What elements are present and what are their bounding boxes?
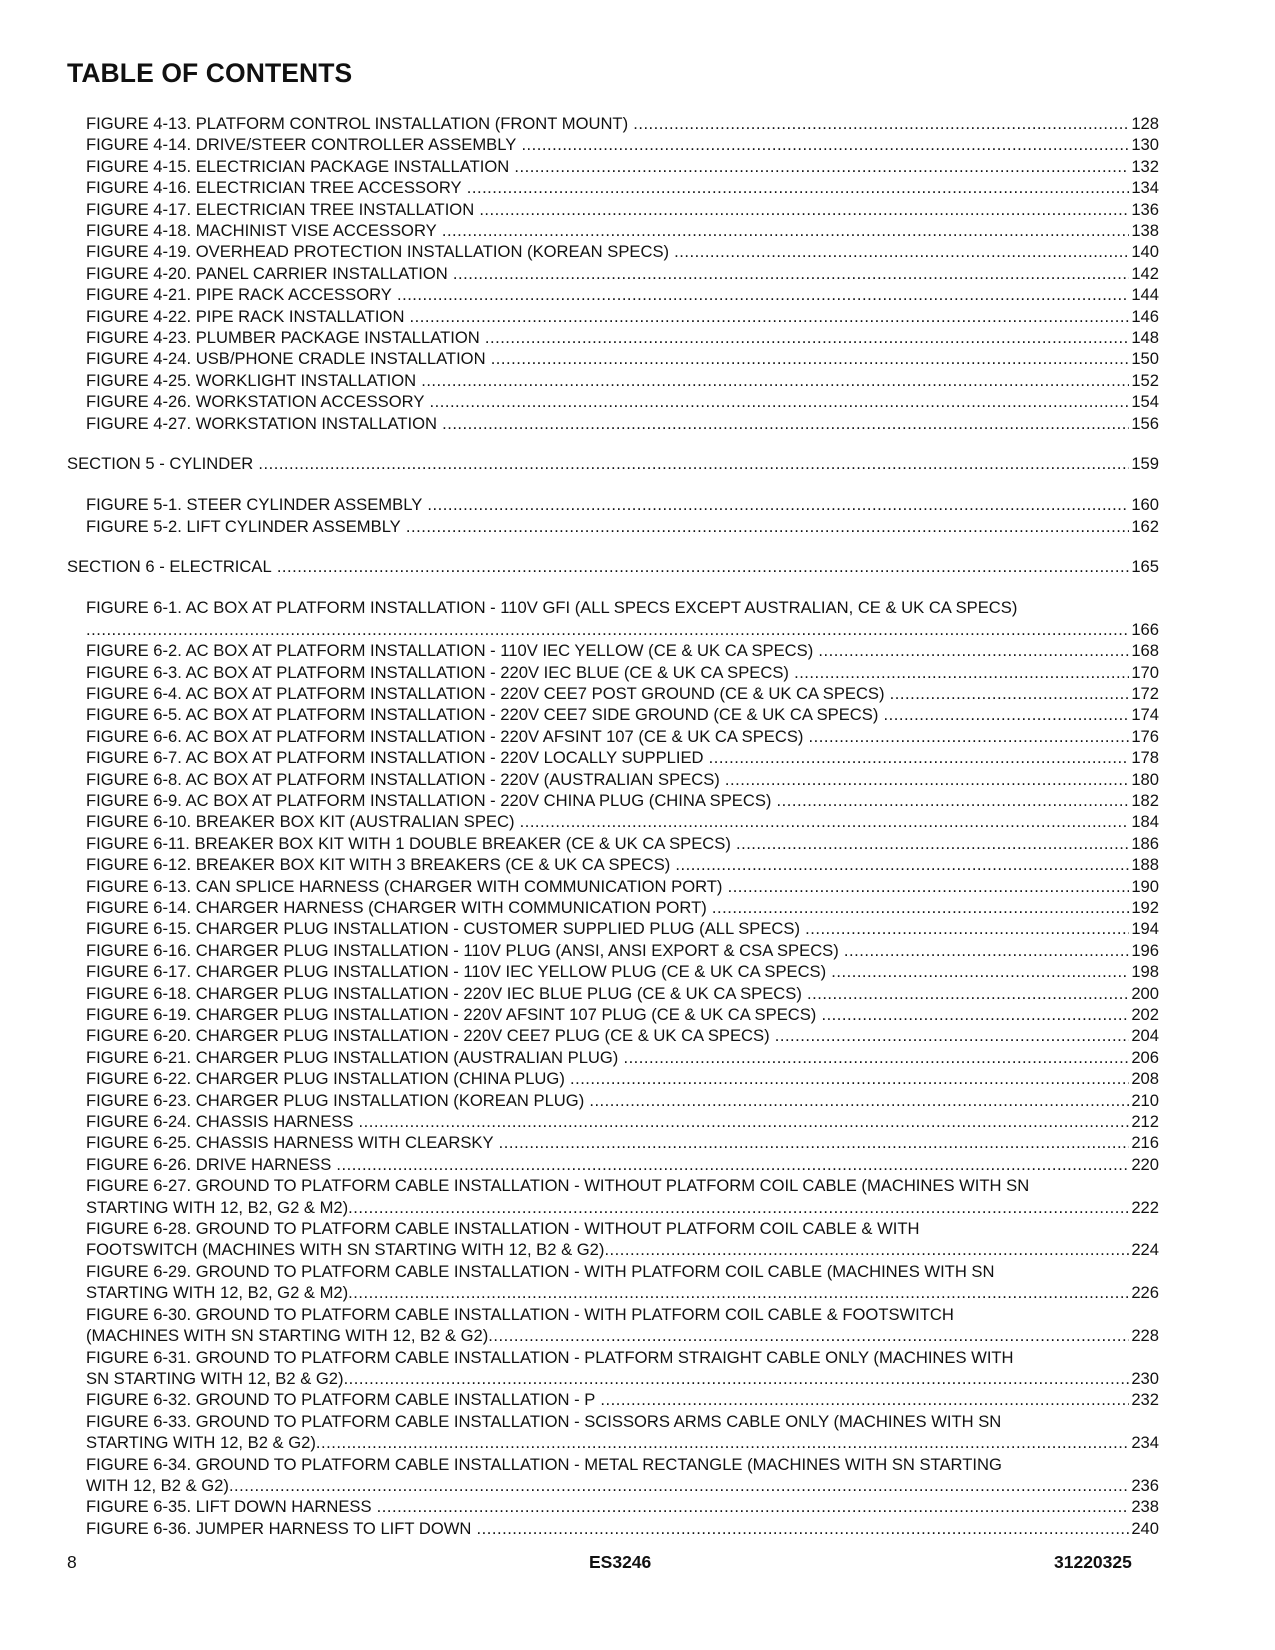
footer-doc-title: ES3246 <box>589 1552 652 1572</box>
toc-entry[interactable] <box>67 113 1159 134</box>
toc-entry-title: FIGURE 6-25. CHASSIS HARNESS WITH CLEARSKY ..... <box>86 1132 1129 1153</box>
toc-entry-title: FIGURE 6-18. CHARGER PLUG INSTALLATION - 220V IEC BLUE PLUG (CE & UK CA SPECS) ..... <box>86 983 1129 1004</box>
toc-entry-title: FIGURE 6-17. CHARGER PLUG INSTALLATION - 110V IEC YELLOW PLUG (CE & UK CA SPECS) ..... <box>86 961 1129 982</box>
toc-entry-lastline <box>86 1239 1129 1260</box>
toc-entry-page: 156 <box>1131 413 1159 433</box>
toc-entry-title: FIGURE 5-2. LIFT CYLINDER ASSEMBLY ..... <box>86 516 1129 537</box>
toc-entry-title: FIGURE 6-35. LIFT DOWN HARNESS ..... <box>86 1496 1129 1517</box>
toc-entry[interactable] <box>67 683 1159 704</box>
toc-entry-page: 240 <box>1131 1518 1159 1538</box>
toc-entry-line1: FIGURE 6-34. GROUND TO PLATFORM CABLE INSTALLATION - METAL RECTANGLE (MACHINES WITH SN STARTING <box>86 1454 1002 1474</box>
toc-entry[interactable] <box>67 1496 1159 1517</box>
toc-entry-lastline <box>86 1475 1129 1496</box>
toc-entry-line1: FIGURE 6-30. GROUND TO PLATFORM CABLE INSTALLATION - WITH PLATFORM COIL CABLE & FOOTSWITCH <box>86 1304 954 1324</box>
toc-entry[interactable] <box>67 833 1159 854</box>
toc-entry[interactable] <box>67 327 1159 348</box>
toc-entry[interactable] <box>67 940 1159 961</box>
toc-entry-title: FIGURE 6-13. CAN SPLICE HARNESS (CHARGER WITH COMMUNICATION PORT) ..... <box>86 876 1129 897</box>
toc-entry-title: FIGURE 6-14. CHARGER HARNESS (CHARGER WITH COMMUNICATION PORT) ..... <box>86 897 1129 918</box>
toc-entry-page: 216 <box>1131 1133 1159 1153</box>
toc-entry-title: FIGURE 6-15. CHARGER PLUG INSTALLATION - CUSTOMER SUPPLIED PLUG (ALL SPECS) ..... <box>86 918 1129 939</box>
toc-entry[interactable] <box>67 284 1159 305</box>
toc-entry-page: 144 <box>1131 285 1159 305</box>
toc-entry-line1: FIGURE 6-27. GROUND TO PLATFORM CABLE INSTALLATION - WITHOUT PLATFORM COIL CABLE (MACHINES WITH SN <box>86 1176 1030 1196</box>
toc-entry[interactable] <box>67 790 1159 811</box>
toc-entry-page: 150 <box>1131 349 1159 369</box>
toc-entry-line2: SN STARTING WITH 12, B2 & G2) <box>86 1368 344 1388</box>
toc-entry[interactable] <box>67 199 1159 220</box>
toc-entry-page: 194 <box>1131 919 1159 939</box>
toc-entry-page: 148 <box>1131 328 1159 348</box>
toc-entry-page: 174 <box>1131 705 1159 725</box>
toc-entry[interactable] <box>67 241 1159 262</box>
toc-entry[interactable] <box>67 1304 1159 1347</box>
toc-entry-page: 196 <box>1131 940 1159 960</box>
toc-entry-page: 172 <box>1131 683 1159 703</box>
toc-entry[interactable] <box>67 983 1159 1004</box>
toc-entry-page: 180 <box>1131 769 1159 789</box>
toc-entry-page: 162 <box>1131 516 1159 536</box>
toc-entry[interactable] <box>67 597 1159 640</box>
toc-entry-title: FIGURE 4-13. PLATFORM CONTROL INSTALLATION (FRONT MOUNT) ..... <box>86 113 1129 134</box>
toc-entry[interactable] <box>67 854 1159 875</box>
toc-entry-title: FIGURE 6-5. AC BOX AT PLATFORM INSTALLATION - 220V CEE7 SIDE GROUND (CE & UK CA SPECS) ..... <box>86 704 1129 725</box>
toc-entry-title: FIGURE 4-17. ELECTRICIAN TREE INSTALLATION ..... <box>86 199 1129 220</box>
toc-entry[interactable] <box>67 1047 1159 1068</box>
toc-entry[interactable] <box>67 1004 1159 1025</box>
toc-entry-page: 208 <box>1131 1069 1159 1089</box>
toc-entry-title: FIGURE 5-1. STEER CYLINDER ASSEMBLY ..... <box>86 494 1129 515</box>
toc-gap <box>67 475 1159 494</box>
toc-entry[interactable] <box>67 1111 1159 1132</box>
toc-entry-page: 202 <box>1131 1005 1159 1024</box>
toc-gap <box>67 434 1159 453</box>
page-title: TABLE OF CONTENTS <box>67 58 353 88</box>
toc-entry-line2: WITH 12, B2 & G2) <box>86 1475 229 1495</box>
toc-entry[interactable] <box>67 1261 1159 1304</box>
toc-entry-page: 170 <box>1131 662 1159 682</box>
toc-entry-title: FIGURE 4-22. PIPE RACK INSTALLATION ..... <box>86 306 1129 327</box>
toc-entry-page: 234 <box>1131 1433 1159 1453</box>
toc-entry-title: FIGURE 6-12. BREAKER BOX KIT WITH 3 BREAKERS (CE & UK CA SPECS) ..... <box>86 854 1129 875</box>
toc-entry-page: 142 <box>1131 263 1159 283</box>
toc-section-page: 165 <box>1131 557 1159 577</box>
toc-entry[interactable] <box>67 726 1159 747</box>
toc-entry[interactable] <box>67 704 1159 725</box>
toc-entry-line1: FIGURE 6-1. AC BOX AT PLATFORM INSTALLATION - 110V GFI (ALL SPECS EXCEPT AUSTRALIAN, CE & UK CA SPECS) <box>86 598 1018 618</box>
toc-entry[interactable] <box>67 370 1159 391</box>
toc-entry-line1: FIGURE 6-29. GROUND TO PLATFORM CABLE INSTALLATION - WITH PLATFORM COIL CABLE (MACHINES WITH SN <box>86 1261 995 1281</box>
toc-entry-page: 206 <box>1131 1047 1159 1067</box>
toc-entry-line1: FIGURE 6-33. GROUND TO PLATFORM CABLE INSTALLATION - SCISSORS ARMS CABLE ONLY (MACHINES WITH SN <box>86 1411 1002 1431</box>
toc-entry-title: FIGURE 6-24. CHASSIS HARNESS ..... <box>86 1111 1129 1132</box>
toc-entry-title: FIGURE 6-9. AC BOX AT PLATFORM INSTALLATION - 220V CHINA PLUG (CHINA SPECS) ..... <box>86 790 1129 811</box>
toc-entry[interactable] <box>67 1090 1159 1111</box>
toc-entry-title: FIGURE 4-23. PLUMBER PACKAGE INSTALLATION ..... <box>86 327 1129 348</box>
toc-entry-page: 154 <box>1131 392 1159 412</box>
toc-entry-page: 176 <box>1131 726 1159 746</box>
toc-entry-page: 128 <box>1131 114 1159 133</box>
toc-section-page: 159 <box>1131 454 1159 474</box>
toc-entry[interactable] <box>67 811 1159 832</box>
toc-entry-title: FIGURE 6-23. CHARGER PLUG INSTALLATION (KOREAN PLUG) ..... <box>86 1090 1129 1111</box>
toc-entry-line2: STARTING WITH 12, B2 & G2) <box>86 1433 316 1453</box>
toc-entry-title: FIGURE 6-36. JUMPER HARNESS TO LIFT DOWN ..... <box>86 1518 1129 1539</box>
toc-entry-page: 212 <box>1131 1112 1159 1132</box>
toc-entry-title: FIGURE 6-21. CHARGER PLUG INSTALLATION (AUSTRALIAN PLUG) ..... <box>86 1047 1129 1068</box>
toc-entry-title: FIGURE 6-10. BREAKER BOX KIT (AUSTRALIAN SPEC) ..... <box>86 811 1129 832</box>
toc-entry[interactable] <box>67 876 1159 897</box>
toc-entry[interactable] <box>67 1454 1159 1497</box>
toc-leader-dots <box>488 1325 1129 1346</box>
footer-page-number: 8 <box>67 1552 77 1572</box>
toc-entry-page: 226 <box>1131 1283 1159 1303</box>
toc-entry[interactable] <box>67 769 1159 790</box>
toc-entry-title: FIGURE 4-16. ELECTRICIAN TREE ACCESSORY ..... <box>86 177 1129 198</box>
toc-entry-text-block <box>86 1261 1129 1304</box>
toc-entry[interactable] <box>67 1347 1159 1390</box>
toc-entry-page: 222 <box>1131 1197 1159 1217</box>
toc-entry[interactable] <box>67 1175 1159 1218</box>
toc-entry-page: 136 <box>1131 199 1159 219</box>
toc-entry[interactable] <box>67 1518 1159 1539</box>
toc-entry[interactable] <box>67 306 1159 327</box>
toc-entry-title: FIGURE 6-11. BREAKER BOX KIT WITH 1 DOUBLE BREAKER (CE & UK CA SPECS) ..... <box>86 833 1129 854</box>
toc-entry-page: 188 <box>1131 855 1159 875</box>
toc-entry-title: FIGURE 4-27. WORKSTATION INSTALLATION ..... <box>86 413 1129 434</box>
toc-entry-page: 230 <box>1131 1368 1159 1388</box>
toc-leader-dots <box>229 1475 1129 1496</box>
toc-entry-text-block <box>86 1347 1129 1390</box>
toc-entry-title: FIGURE 4-24. USB/PHONE CRADLE INSTALLATION ..... <box>86 348 1129 369</box>
toc-entry-page: 228 <box>1131 1326 1159 1346</box>
toc-entry[interactable] <box>67 1132 1159 1153</box>
toc-entry[interactable] <box>67 1411 1159 1454</box>
toc-entry-lastline <box>86 1282 1129 1303</box>
toc-entry-page: 178 <box>1131 748 1159 768</box>
toc-entry[interactable] <box>67 897 1159 918</box>
toc-entry[interactable] <box>67 516 1159 537</box>
toc-entry[interactable] <box>67 391 1159 412</box>
toc-entry[interactable] <box>67 1154 1159 1175</box>
toc-entry-lastline <box>86 619 1129 640</box>
toc-entry-title: FIGURE 6-20. CHARGER PLUG INSTALLATION - 220V CEE7 PLUG (CE & UK CA SPECS) ..... <box>86 1025 1129 1046</box>
toc-entry-page: 210 <box>1131 1090 1159 1110</box>
toc-entry-line2: STARTING WITH 12, B2, G2 & M2) <box>86 1283 349 1303</box>
toc-entry-title: FIGURE 4-18. MACHINIST VISE ACCESSORY ..... <box>86 220 1129 241</box>
toc-entry[interactable] <box>67 220 1159 241</box>
toc-entry-title: FIGURE 6-7. AC BOX AT PLATFORM INSTALLATION - 220V LOCALLY SUPPLIED ..... <box>86 747 1129 768</box>
toc-entry-page: 190 <box>1131 876 1159 896</box>
toc-entry[interactable] <box>67 348 1159 369</box>
toc-entry-page: 134 <box>1131 178 1159 198</box>
toc-leader-dots <box>316 1432 1129 1453</box>
toc-entry-page: 198 <box>1131 962 1159 982</box>
toc-entry-title: FIGURE 6-2. AC BOX AT PLATFORM INSTALLATION - 110V IEC YELLOW (CE & UK CA SPECS) ..... <box>86 640 1129 661</box>
toc-entry-title: FIGURE 6-16. CHARGER PLUG INSTALLATION - 110V PLUG (ANSI, ANSI EXPORT & CSA SPECS) ..... <box>86 940 1129 961</box>
toc-entry-page: 186 <box>1131 833 1159 853</box>
toc-section-entry[interactable] <box>67 453 1159 474</box>
toc-entry-title: FIGURE 4-21. PIPE RACK ACCESSORY ..... <box>86 284 1129 305</box>
toc-entry[interactable] <box>67 961 1159 982</box>
toc-entry-page: 232 <box>1131 1390 1159 1410</box>
toc-entry[interactable] <box>67 640 1159 661</box>
toc-entry-title: FIGURE 6-3. AC BOX AT PLATFORM INSTALLATION - 220V IEC BLUE (CE & UK CA SPECS) ..... <box>86 662 1129 683</box>
toc-entry-page: 238 <box>1131 1497 1159 1517</box>
toc-entry-page: 166 <box>1131 619 1159 639</box>
toc-entry-title: FIGURE 6-6. AC BOX AT PLATFORM INSTALLATION - 220V AFSINT 107 (CE & UK CA SPECS) ..... <box>86 726 1129 747</box>
toc-entry[interactable] <box>67 1218 1159 1261</box>
toc-list <box>67 113 1159 1539</box>
toc-entry-title: FIGURE 6-26. DRIVE HARNESS ..... <box>86 1154 1129 1175</box>
toc-entry[interactable] <box>67 156 1159 177</box>
toc-entry-page: 200 <box>1131 983 1159 1003</box>
toc-entry-line2: FOOTSWITCH (MACHINES WITH SN STARTING WITH 12, B2 & G2) <box>86 1240 605 1260</box>
toc-entry-page: 132 <box>1131 156 1159 176</box>
toc-entry-page: 160 <box>1131 495 1159 515</box>
toc-leader-dots <box>348 1282 1129 1303</box>
toc-entry-page: 152 <box>1131 370 1159 390</box>
toc-entry-title: FIGURE 4-14. DRIVE/STEER CONTROLLER ASSEMBLY ..... <box>86 134 1129 155</box>
toc-entry-lastline <box>86 1197 1129 1218</box>
toc-entry[interactable] <box>67 1389 1159 1410</box>
toc-entry-page: 138 <box>1131 221 1159 241</box>
toc-leader-dots <box>348 1197 1129 1218</box>
toc-entry-page: 204 <box>1131 1026 1159 1046</box>
toc-entry[interactable] <box>67 747 1159 768</box>
toc-entry-title: FIGURE 6-32. GROUND TO PLATFORM CABLE INSTALLATION - P ..... <box>86 1389 1129 1410</box>
toc-entry-text-block <box>86 1218 1129 1261</box>
toc-entry-page: 182 <box>1131 790 1159 810</box>
toc-entry-title: FIGURE 4-20. PANEL CARRIER INSTALLATION ..... <box>86 263 1129 284</box>
toc-entry-title: FIGURE 4-15. ELECTRICIAN PACKAGE INSTALLATION ..... <box>86 156 1129 177</box>
toc-entry-title: FIGURE 6-19. CHARGER PLUG INSTALLATION - 220V AFSINT 107 PLUG (CE & UK CA SPECS) ..... <box>86 1004 1129 1025</box>
toc-entry[interactable] <box>67 1068 1159 1089</box>
toc-entry[interactable] <box>67 662 1159 683</box>
toc-entry-text-block <box>86 1454 1129 1497</box>
footer-doc-code: 31220325 <box>1054 1552 1132 1572</box>
toc-entry-page: 130 <box>1131 135 1159 155</box>
toc-gap <box>67 578 1159 597</box>
toc-gap <box>67 537 1159 556</box>
toc-entry-title: FIGURE 4-25. WORKLIGHT INSTALLATION ..... <box>86 370 1129 391</box>
toc-entry-page: 224 <box>1131 1240 1159 1260</box>
toc-entry[interactable] <box>67 494 1159 515</box>
toc-section-entry[interactable] <box>67 556 1159 577</box>
toc-entry-line1: FIGURE 6-31. GROUND TO PLATFORM CABLE INSTALLATION - PLATFORM STRAIGHT CABLE ONLY (MACHINES WITH <box>86 1347 1014 1367</box>
toc-leader-dots <box>604 1239 1129 1260</box>
toc-entry-line1: FIGURE 6-28. GROUND TO PLATFORM CABLE INSTALLATION - WITHOUT PLATFORM COIL CABLE & WITH <box>86 1219 920 1239</box>
toc-entry-text-block <box>86 1304 1129 1347</box>
toc-leader-dots <box>86 619 1129 640</box>
toc-entry-page: 146 <box>1131 306 1159 326</box>
toc-entry-line2: STARTING WITH 12, B2, G2 & M2) <box>86 1197 349 1217</box>
toc-entry[interactable] <box>67 1025 1159 1046</box>
toc-section-title: SECTION 6 - ELECTRICAL ..... <box>67 556 1129 577</box>
toc-entry-line2: (MACHINES WITH SN STARTING WITH 12, B2 & G2) <box>86 1326 489 1346</box>
toc-entry-page: 236 <box>1131 1475 1159 1495</box>
toc-entry-title: FIGURE 6-4. AC BOX AT PLATFORM INSTALLATION - 220V CEE7 POST GROUND (CE & UK CA SPECS) ..... <box>86 683 1129 704</box>
toc-entry-text-block <box>86 1411 1129 1454</box>
toc-entry-lastline <box>86 1368 1129 1389</box>
toc-entry-text-block <box>86 597 1129 640</box>
toc-entry[interactable] <box>67 413 1159 434</box>
toc-entry[interactable] <box>67 177 1159 198</box>
toc-entry-page: 184 <box>1131 812 1159 832</box>
toc-entry-page: 220 <box>1131 1154 1159 1174</box>
toc-entry-page: 140 <box>1131 242 1159 262</box>
toc-entry[interactable] <box>67 918 1159 939</box>
toc-entry-page: 168 <box>1131 641 1159 661</box>
toc-entry[interactable] <box>67 134 1159 155</box>
toc-entry-title: FIGURE 6-8. AC BOX AT PLATFORM INSTALLATION - 220V (AUSTRALIAN SPECS) ..... <box>86 769 1129 790</box>
toc-entry-title: FIGURE 4-26. WORKSTATION ACCESSORY ..... <box>86 391 1129 412</box>
toc-entry-lastline <box>86 1432 1129 1453</box>
toc-entry[interactable] <box>67 263 1159 284</box>
toc-entry-title: FIGURE 6-22. CHARGER PLUG INSTALLATION (CHINA PLUG) ..... <box>86 1068 1129 1089</box>
toc-entry-text-block <box>86 1175 1129 1218</box>
toc-leader-dots <box>344 1368 1130 1389</box>
toc-entry-page: 192 <box>1131 897 1159 917</box>
toc-section-title: SECTION 5 - CYLINDER ..... <box>67 453 1129 474</box>
toc-entry-lastline <box>86 1325 1129 1346</box>
toc-entry-title: FIGURE 4-19. OVERHEAD PROTECTION INSTALLATION (KOREAN SPECS) ..... <box>86 241 1129 262</box>
